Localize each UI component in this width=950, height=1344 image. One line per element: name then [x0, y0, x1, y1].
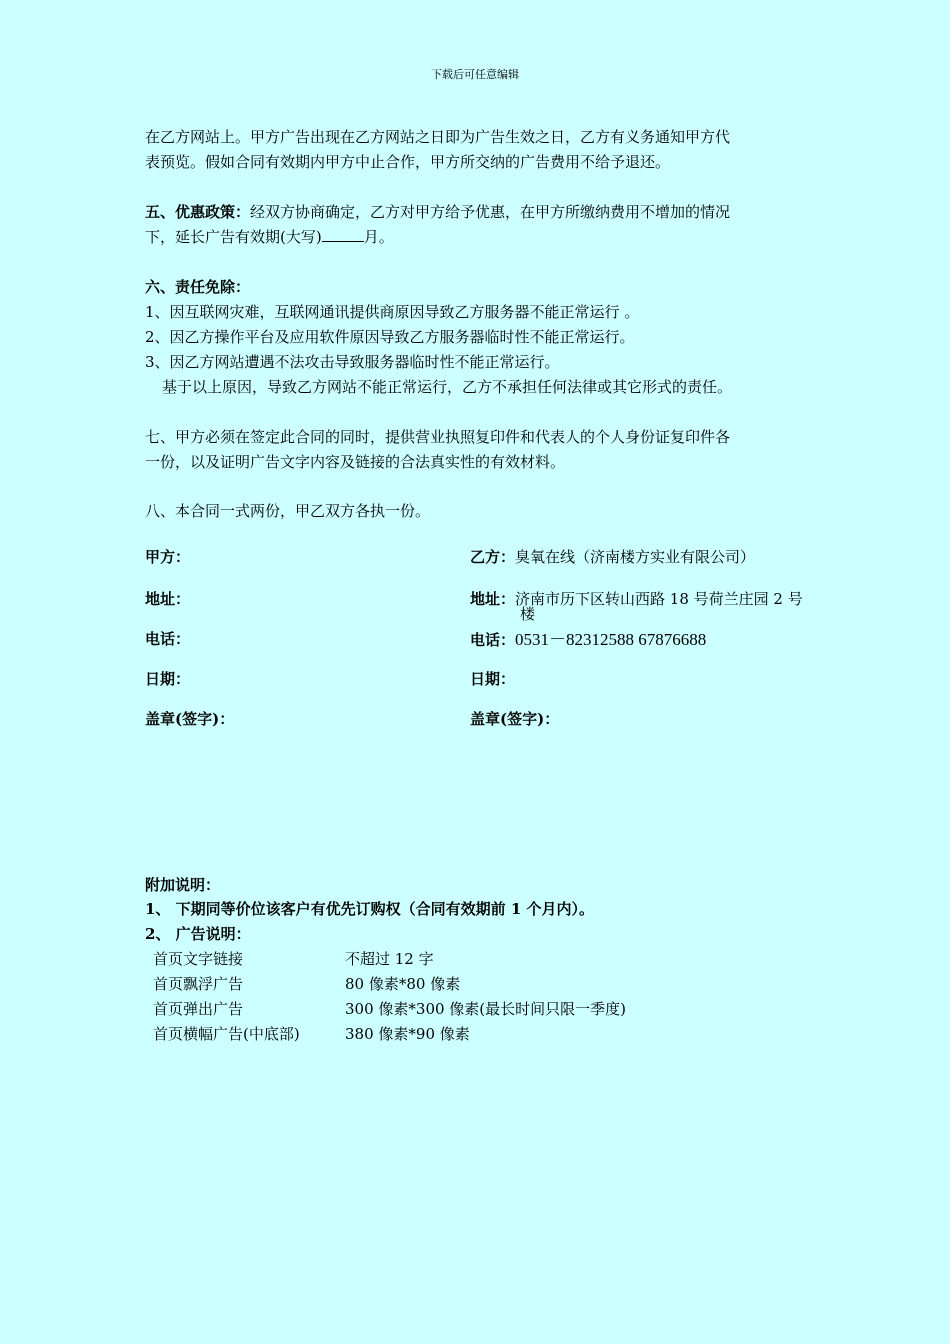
- page-header: 下载后可任意编辑: [431, 68, 519, 81]
- ad-row: [153, 949, 434, 969]
- p8: 八、本合同一式两份，甲乙双方各执一份。: [145, 502, 431, 520]
- p7-line1: 七、甲方必须在签定此合同的同时，提供营业执照复印件和代表人的个人身份证复印件各: [145, 428, 731, 446]
- party-b-name-value: 臭氧在线（济南楼方实业有限公司）: [515, 548, 756, 566]
- party-b-seal-label: 盖章(签字)：: [470, 710, 560, 728]
- ad-spec: 不超过 12 字: [345, 950, 434, 968]
- party-a-seal-label: 盖章(签字)：: [145, 710, 235, 728]
- p6-item-1: 1、因互联网灾难，互联网通讯提供商原因导致乙方服务器不能正常运行 。: [145, 303, 640, 321]
- p5-line2-post: 月。: [363, 228, 394, 246]
- ad-row: [153, 974, 461, 994]
- party-a-address-label: 地址：: [145, 590, 191, 608]
- party-b-address-line2: 楼: [520, 605, 536, 623]
- p6-item-2: 2、因乙方操作平台及应用软件原因导致乙方服务器临时性不能正常运行。: [145, 328, 635, 346]
- ad-name: 首页飘浮广告: [153, 975, 244, 993]
- party-b-name: [470, 547, 755, 567]
- p6-title: 六、责任免除：: [145, 278, 251, 296]
- ad-name: 首页横幅广告(中底部): [153, 1025, 300, 1043]
- ad-spec: 80 像素*80 像素: [345, 975, 461, 993]
- party-b-date-label: 日期：: [470, 670, 516, 688]
- party-a-phone-label: 电话：: [145, 630, 191, 648]
- p6-item-3: 3、因乙方网站遭遇不法攻击导致服务器临时性不能正常运行。: [145, 353, 560, 371]
- ad-spec: 300 像素*300 像素(最长时间只限一季度): [345, 1000, 627, 1018]
- p5-line1-text: 经双方协商确定，乙方对甲方给予优惠，在甲方所缴纳费用不增加的情况: [250, 203, 731, 221]
- ad-name: 首页弹出广告: [153, 1000, 244, 1018]
- ad-spec: 380 像素*90 像素: [345, 1025, 470, 1043]
- p5-line1: [145, 202, 730, 222]
- appendix-title: 附加说明：: [145, 876, 221, 894]
- p7-line2: 一份，以及证明广告文字内容及链接的合法真实性的有效材料。: [145, 453, 566, 471]
- p4-line1: 在乙方网站上。甲方广告出现在乙方网站之日即为广告生效之日，乙方有义务通知甲方代: [145, 128, 731, 146]
- ad-row: [153, 999, 627, 1019]
- ad-name: 首页文字链接: [153, 950, 244, 968]
- p5-line2: [145, 227, 394, 247]
- appendix-item-2: 2、 广告说明：: [145, 925, 251, 943]
- p5-line2-pre: 下，延长广告有效期(大写): [145, 228, 322, 246]
- months-blank: [322, 227, 364, 242]
- party-a-label: 甲方：: [145, 548, 191, 566]
- p4-line2: 表预览。假如合同有效期内甲方中止合作，甲方所交纳的广告费用不给予退还。: [145, 153, 671, 171]
- appendix-item-1: 1、 下期同等价位该客户有优先订购权（合同有效期前 1 个月内）。: [145, 900, 595, 918]
- party-b-address-line1: 济南市历下区转山西路 18 号荷兰庄园 2 号: [515, 590, 803, 608]
- p6-summary: 基于以上原因，导致乙方网站不能正常运行，乙方不承担任何法律或其它形式的责任。: [162, 378, 733, 396]
- p5-title: 五、优惠政策：: [145, 203, 251, 221]
- party-b-phone-label: 电话：: [470, 631, 516, 649]
- party-b-phone-value: 0531－82312588 67876688: [515, 630, 707, 649]
- party-b-address-label: 地址：: [470, 590, 516, 608]
- party-b-label: 乙方：: [470, 548, 516, 566]
- ad-row: [153, 1024, 470, 1044]
- party-b-phone: [470, 630, 706, 650]
- party-a-date-label: 日期：: [145, 670, 191, 688]
